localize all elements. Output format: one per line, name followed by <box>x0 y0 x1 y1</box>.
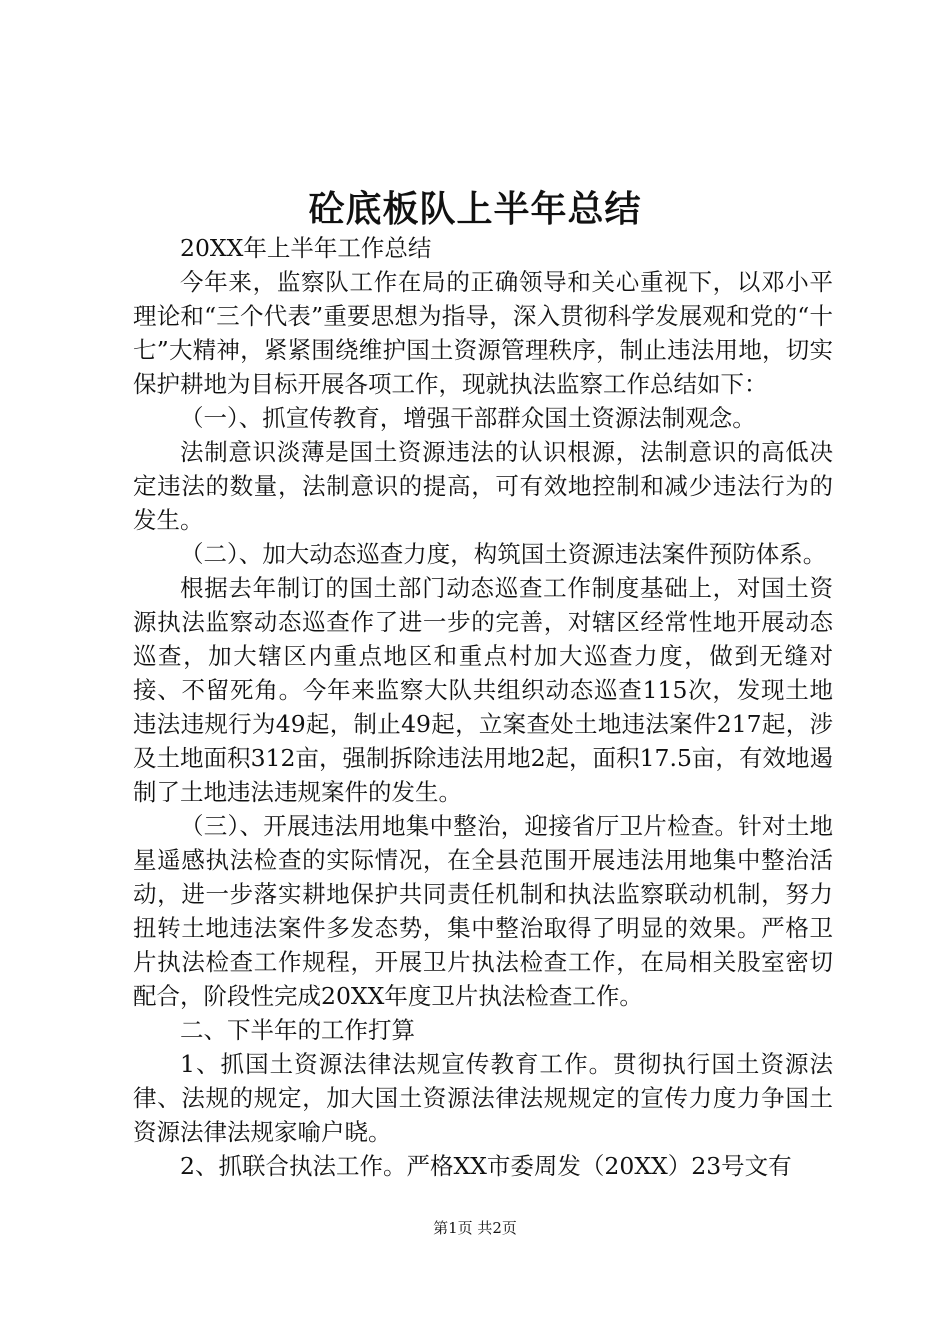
section-heading-plan: 二、下半年的工作打算 <box>180 1016 415 1044</box>
paragraph-plan-1: 1、抓国土资源法律法规宣传教育工作。贯彻执行国土资源法律、法规的规定，加大国土资源法律法规规定的宣传力度力争国土资源法律法规家喻户晓。 <box>133 1050 833 1146</box>
document-body <box>133 231 833 1183</box>
paragraph-intro: 今年来，监察队工作在局的正确领导和关心重视下，以邓小平理论和“三个代表”重要思想为指导，深入贯彻科学发展观和党的“十七”大精神，紧紧围绕维护国土资源管理秩序，制止违法用地，切实保护耕地为目标开展各项工作，现就执法监察工作总结如下： <box>133 268 833 398</box>
paragraph-plan-2: 2、抓联合执法工作。严格XX市委周发（20XX）23号文有 <box>180 1152 792 1180</box>
paragraph-subtitle: 20XX年上半年工作总结 <box>180 234 432 262</box>
document-title: 砼底板队上半年总结 <box>308 189 642 230</box>
page-footer: 第1页 共2页 <box>433 1219 517 1237</box>
section-heading-1: （一）、抓宣传教育，增强干部群众国土资源法制观念。 <box>180 404 756 432</box>
paragraph-section-1: 法制意识淡薄是国土资源违法的认识根源，法制意识的高低决定违法的数量，法制意识的提高，可有效地控制和减少违法行为的发生。 <box>133 438 833 534</box>
section-heading-2: （二）、加大动态巡查力度，构筑国土资源违法案件预防体系。 <box>180 540 827 568</box>
paragraph-section-3: （三）、开展违法用地集中整治，迎接省厅卫片检查。针对土地星遥感执法检查的实际情况，在全县范围开展违法用地集中整治活动，进一步落实耕地保护共同责任机制和执法监察联动机制，努力扭转土地违法案件多发态势，集中整治取得了明显的效果。严格卫片执法检查工作规程，开展卫片执法检查工作，在局相关股室密切配合，阶段性完成20XX年度卫片执法检查工作。 <box>133 812 833 1010</box>
paragraph-section-2: 根据去年制订的国土部门动态巡查工作制度基础上，对国土资源执法监察动态巡查作了进一步的完善，对辖区经常性地开展动态巡查，加大辖区内重点地区和重点村加大巡查力度，做到无缝对接、不留死角。今年来监察大队共组织动态巡查115次，发现土地违法违规行为49起，制止49起，立案查处土地违法案件217起，涉及土地面积312亩，强制拆除违法用地2起，面积17.5亩，有效地遏制了土地违法违规案件的发生。 <box>133 574 833 806</box>
